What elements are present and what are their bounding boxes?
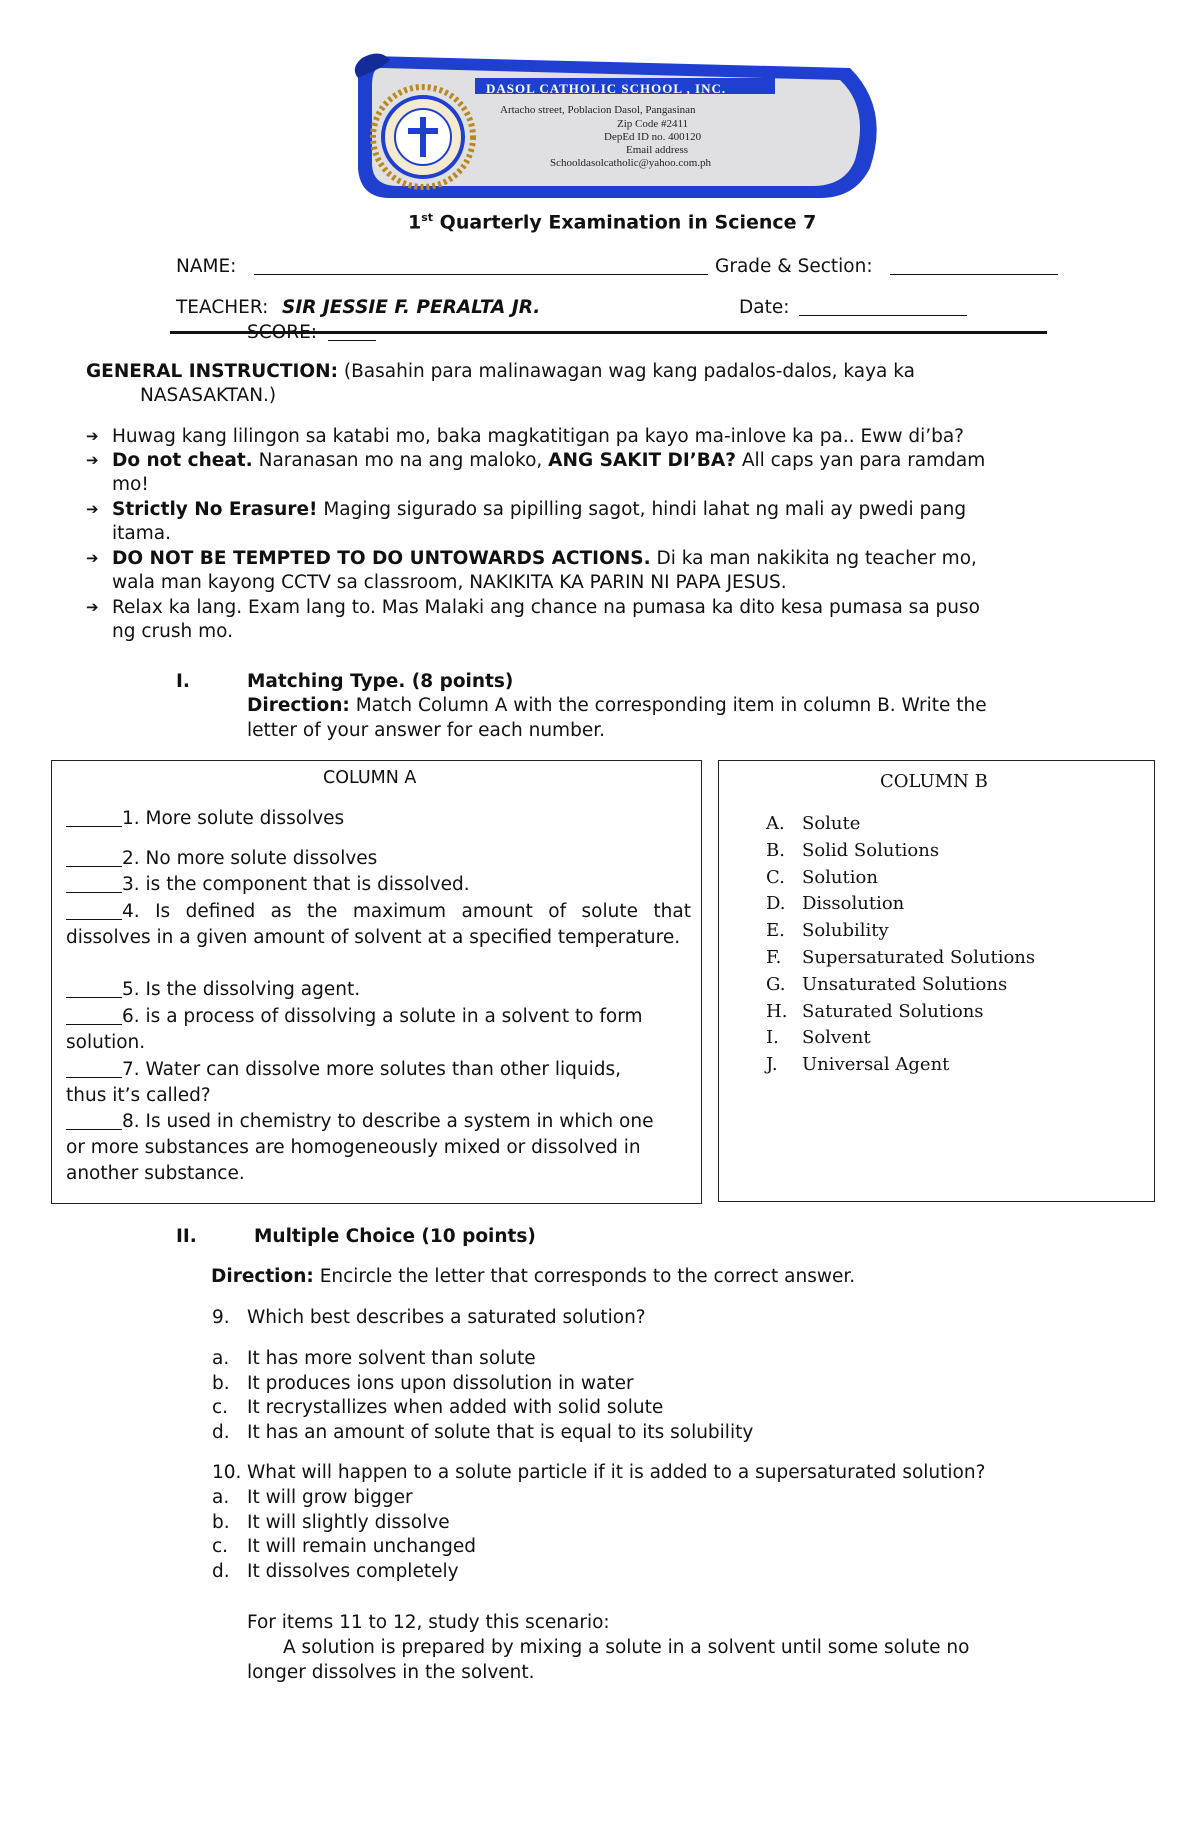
part1-direction: Direction: Match Column A with the corresponding item in column B. Write the: [247, 695, 987, 716]
column-b-letter: D.: [766, 893, 786, 915]
school-email-label: Email address: [626, 144, 689, 156]
arrow-bullet-icon: ➔: [86, 427, 99, 445]
choice-text: It will remain unchanged: [247, 1536, 476, 1557]
column-b-text: Dissolution: [802, 893, 905, 915]
column-b-letter: G.: [766, 973, 786, 995]
column-a-item-7: 7. Water can dissolve more solutes than other liquids, thus it’s called?: [66, 1059, 622, 1106]
school-address: Artacho street, Poblacion Dasol, Pangasinan: [500, 104, 696, 116]
column-b-item: [766, 813, 860, 834]
part1-direction-cont: letter of your answer for each number.: [247, 720, 605, 741]
column-b-item: [766, 840, 939, 861]
column-a-title: COLUMN A: [323, 768, 417, 788]
choice-text: It has more solvent than solute: [247, 1348, 536, 1369]
exam-title: 1st Quarterly Examination in Science 7: [408, 211, 817, 234]
school-zip: Zip Code #2411: [617, 118, 689, 130]
choice-letter[interactable]: b.: [212, 1372, 230, 1394]
choice-text: It will grow bigger: [247, 1487, 413, 1508]
choice-letter[interactable]: b.: [212, 1511, 230, 1533]
arrow-bullet-icon: ➔: [86, 598, 99, 616]
answer-blank[interactable]: [66, 1006, 122, 1025]
school-deped-id: DepEd ID no. 400120: [604, 131, 702, 143]
answer-blank[interactable]: [66, 901, 122, 920]
answer-blank[interactable]: [66, 808, 122, 827]
column-b-letter: F.: [766, 947, 782, 968]
column-b-letter: H.: [766, 1000, 788, 1022]
column-b-text: Supersaturated Solutions: [802, 947, 1036, 968]
instruction-item-2: Do not cheat. Naranasan mo na ang maloko, ANG SAKIT DI’BA? All caps yan para ramdam: [112, 450, 986, 471]
answer-blank[interactable]: [66, 1059, 122, 1078]
column-b-text: Saturated Solutions: [802, 1000, 984, 1022]
instruction-item-3: Strictly No Erasure! Maging sigurado sa pipilling sagot, hindi lahat ng mali ay pwedi pang: [112, 499, 967, 520]
q9-number: 9.: [212, 1307, 230, 1328]
column-b-text: Universal Agent: [802, 1054, 950, 1076]
school-seal-icon: [368, 82, 478, 192]
instruction-item-5-cont: ng crush mo.: [112, 621, 233, 642]
q10-text: What will happen to a solute particle if it is added to a supersaturated solution?: [247, 1462, 986, 1483]
arrow-bullet-icon: ➔: [86, 549, 99, 567]
date-field-line[interactable]: [799, 315, 967, 316]
choice-letter[interactable]: d.: [212, 1421, 230, 1443]
school-header-banner: [350, 48, 890, 218]
choice-letter[interactable]: c.: [212, 1397, 229, 1418]
grade-section-field-line[interactable]: [890, 274, 1058, 275]
name-field-line[interactable]: [254, 274, 708, 275]
column-b-letter: C.: [766, 866, 785, 888]
choice-text: It will slightly dissolve: [247, 1511, 450, 1533]
column-a-item-4: 4. Is defined as the maximum amount of solute that dissolves in a given amount of solvent at a specified temperature.: [66, 901, 691, 948]
column-b-text: Solvent: [802, 1027, 871, 1049]
score-label: SCORE:: [247, 322, 317, 343]
instruction-item-4: DO NOT BE TEMPTED TO DO UNTOWARDS ACTIONS. Di ka man nakikita ng teacher mo,: [112, 548, 977, 569]
arrow-bullet-icon: ➔: [86, 500, 99, 518]
column-b-text: Solution: [802, 866, 878, 888]
q9-text: Which best describes a saturated solution?: [247, 1307, 646, 1328]
scenario-text: A solution is prepared by mixing a solute in a solvent until some solute no: [283, 1637, 970, 1658]
instruction-item-5: Relax ka lang. Exam lang to. Mas Malaki ang chance na pumasa ka dito kesa pumasa sa puso: [112, 597, 980, 618]
part1-number: I.: [176, 671, 190, 692]
answer-blank[interactable]: [66, 1111, 122, 1130]
answer-blank[interactable]: [66, 874, 122, 893]
column-b-text: Unsaturated Solutions: [802, 973, 1008, 995]
scenario-text-cont: longer dissolves in the solvent.: [247, 1662, 535, 1683]
column-b-item: [766, 1001, 984, 1022]
column-b-letter: B.: [766, 839, 785, 861]
grade-section-label: Grade & Section:: [715, 256, 873, 277]
choice-letter[interactable]: d.: [212, 1560, 230, 1582]
column-b-item: [766, 1027, 871, 1048]
column-b-text: Solid Solutions: [802, 839, 940, 861]
choice-letter[interactable]: c.: [212, 1536, 229, 1557]
choice-text: It recrystallizes when added with solid solute: [247, 1397, 664, 1418]
choice-letter[interactable]: a.: [212, 1348, 230, 1369]
part2-number: II.: [176, 1226, 197, 1247]
part2-direction: Direction: Encircle the letter that corresponds to the correct answer.: [211, 1266, 856, 1287]
instruction-item-1: Huwag kang lilingon sa katabi mo, baka magkatitigan pa kayo ma-inlove ka pa.. Eww di’ba?: [112, 426, 964, 447]
arrow-bullet-icon: ➔: [86, 451, 99, 469]
column-a-item-5: 5. Is the dissolving agent.: [66, 977, 691, 1003]
date-label: Date:: [739, 297, 790, 318]
instruction-item-2-cont: mo!: [112, 474, 149, 495]
column-b-letter: E.: [766, 920, 785, 942]
column-b-title: COLUMN B: [880, 771, 988, 792]
score-field-line[interactable]: [328, 340, 376, 341]
instruction-item-4-cont: wala man kayong CCTV sa classroom, NAKIKITA KA PARIN NI PAPA JESUS.: [112, 572, 787, 593]
column-b-item: [766, 867, 878, 888]
scenario-intro: For items 11 to 12, study this scenario:: [247, 1612, 610, 1633]
teacher-name: SIR JESSIE F. PERALTA JR.: [282, 297, 541, 318]
column-b-letter: I.: [766, 1027, 779, 1049]
school-name: DASOL CATHOLIC SCHOOL , INC.: [486, 81, 727, 96]
choice-text: It produces ions upon dissolution in water: [247, 1372, 634, 1394]
name-label: NAME:: [176, 256, 237, 277]
column-b-text: Solubility: [802, 920, 889, 942]
column-b-item: [766, 1054, 949, 1075]
column-b-item: [766, 947, 1035, 968]
column-a-item-6: 6. is a process of dissolving a solute in a solvent to form solution.: [66, 1006, 643, 1053]
teacher-label: TEACHER:: [176, 297, 269, 318]
column-a-item-3: 3. is the component that is dissolved.: [66, 872, 691, 898]
column-b-item: [766, 920, 889, 941]
answer-blank[interactable]: [66, 848, 122, 867]
general-instruction-cont: NASASAKTAN.): [140, 385, 277, 406]
header-divider: [170, 331, 1047, 334]
column-b-text: Solute: [802, 813, 861, 834]
general-instruction: GENERAL INSTRUCTION: (Basahin para malinawagan wag kang padalos-dalos, kaya ka: [86, 361, 915, 382]
column-b-letter: J.: [766, 1054, 778, 1076]
instruction-item-3-cont: itama.: [112, 523, 171, 544]
column-b-item: [766, 974, 1007, 995]
part2-title: Multiple Choice (10 points): [254, 1226, 536, 1247]
column-a-item-8: 8. Is used in chemistry to describe a system in which one or more substances are homogeneously mixed or dissolved in another substance.: [66, 1111, 654, 1184]
column-a-item-1: 1. More solute dissolves: [66, 806, 691, 832]
column-b-item: [766, 893, 904, 914]
choice-text: It dissolves completely: [247, 1560, 459, 1582]
column-b-letter: A.: [766, 813, 785, 834]
column-a-item-2: 2. No more solute dissolves: [66, 846, 691, 872]
choice-letter[interactable]: a.: [212, 1487, 230, 1508]
answer-blank[interactable]: [66, 979, 122, 998]
choice-text: It has an amount of solute that is equal to its solubility: [247, 1421, 754, 1443]
school-email: Schooldasolcatholic@yahoo.com.ph: [550, 157, 712, 169]
part1-title: Matching Type. (8 points): [247, 671, 514, 692]
q10-number: 10.: [212, 1462, 242, 1483]
